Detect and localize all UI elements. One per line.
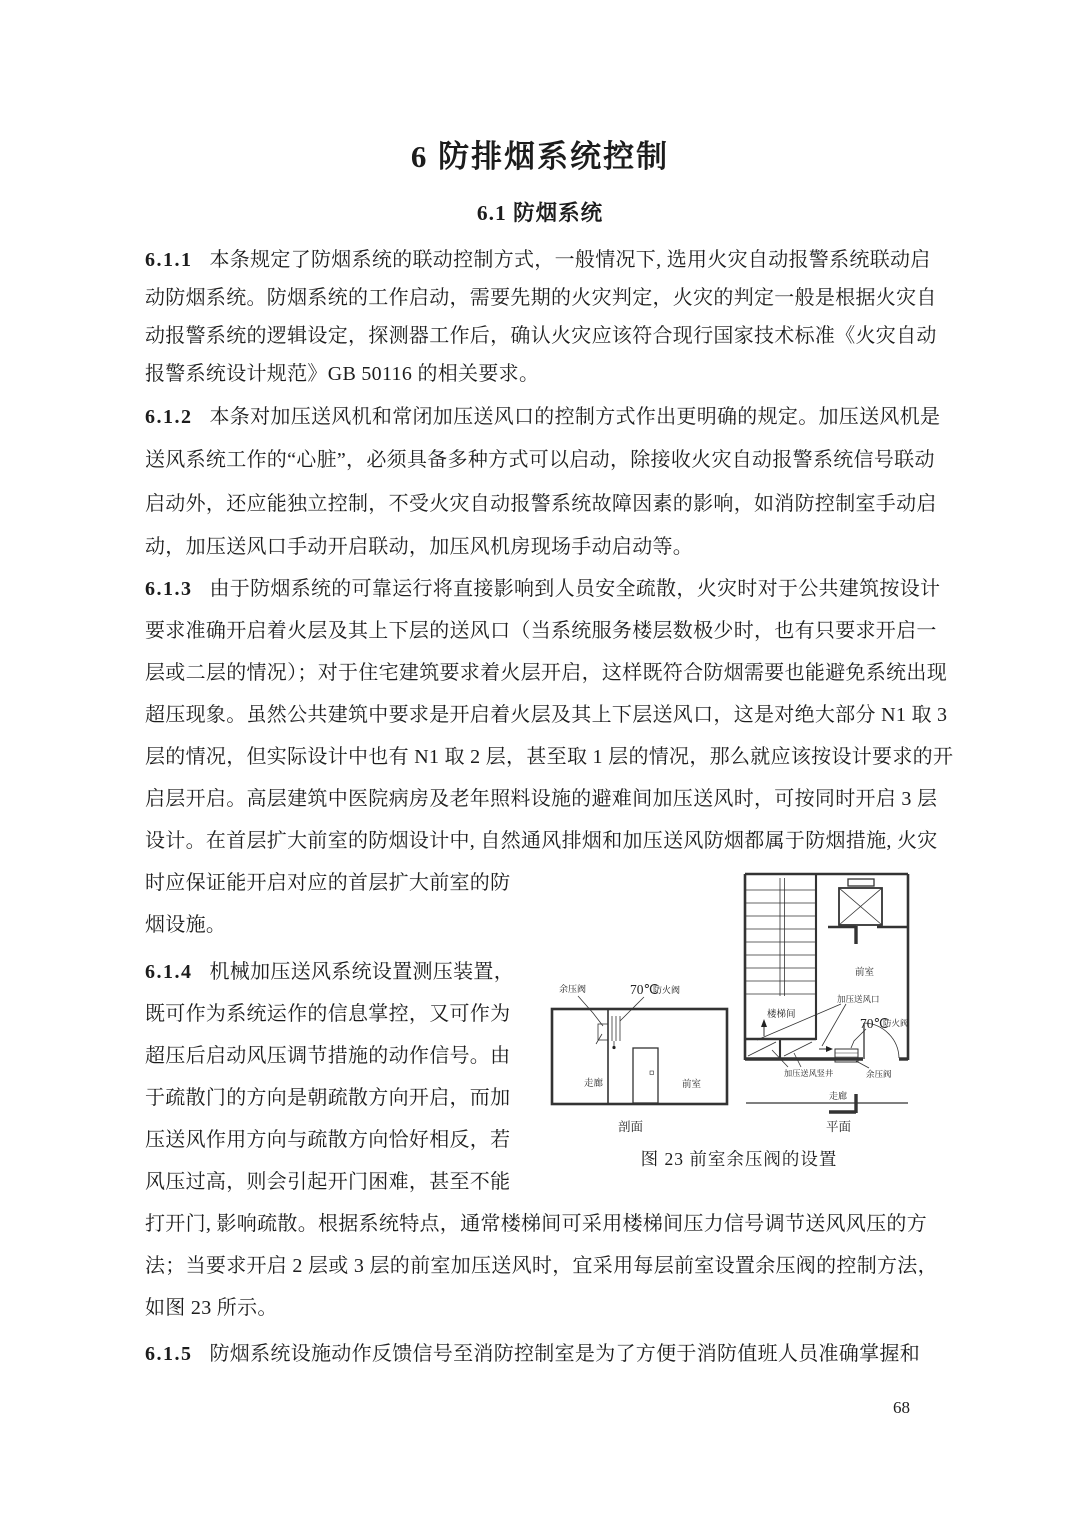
para-number: 6.1.5 [145,1343,193,1365]
section-view-label: 剖面 [618,1120,644,1134]
corridor-label: 走廊 [829,1091,848,1101]
body-line [145,400,940,429]
stairwell-label: 楼梯间 [767,1010,796,1020]
body-line: 层的情况，但实际设计中也有 N1 取 2 层，甚至取 1 层的情况，那么就应该按设计要求的开 [145,746,954,768]
body-text: 由于防烟系统的可靠运行将直接影响到人员安全疏散，火灾时对于公共建筑按设计 [209,578,941,600]
body-line: 启动外，还应能独立控制，不受火灾自动报警系统故障因素的影响，如消防控制室手动启 [145,493,937,515]
right-arrow-icon [826,1046,833,1052]
body-line: 设计。在首层扩大前室的防烟设计中, 自然通风排烟和加压送风防烟都属于防烟措施, 火灾 [145,830,938,852]
residual-valve-label: 余压阀 [559,984,587,994]
elevator-cap [848,879,874,886]
body-line: 超压现象。虽然公共建筑中要求是开启着火层及其上下层送风口，这是对绝大部分 N1 取 3 [145,704,948,726]
body-text: 本条对加压送风机和常闭加压送风口的控制方式作出更明确的规定。加压送风机是 [209,406,941,428]
body-line: 时应保证能开启对应的首层扩大前室的防 [145,872,511,894]
body-line: 压送风作用方向与疏散方向恰好相反，若 [145,1129,511,1151]
body-line: 打开门, 影响疏散。根据系统特点，通常楼梯间可采用楼梯间压力信号调节送风风压的方 [145,1213,927,1235]
temp-label: 70℃ [630,982,659,997]
body-line: 动报警系统的逻辑设定，探测器工作后，确认火灾应该符合现行国家技术标准《火灾自动 [145,325,937,347]
temp-label: 70℃ [860,1016,889,1031]
fire-damper-label: 防火阀 [653,985,681,995]
door-symbol [633,1048,658,1103]
body-line: 动防烟系统。防烟系统的工作启动，需要先期的火灾判定，火灾的判定一般是根据火灾自 [145,287,937,309]
body-line [145,1337,920,1366]
figure-caption: 图 23 前室余压阀的设置 [640,1149,838,1169]
residual-valve-label: 余压阀 [866,1069,892,1079]
para-number: 6.1.4 [145,961,193,983]
para-number: 6.1.2 [145,406,193,428]
body-line: 启层开启。高层建筑中医院病房及老年照料设施的避难间加压送风时，可按同时开启 3 层 [145,788,938,810]
body-line: 报警系统设计规范》GB 50116 的相关要求。 [145,363,540,385]
front-room-label: 前室 [682,1080,702,1090]
body-line: 动，加压送风口手动开启联动，加压风机房现场手动启动等。 [145,536,694,558]
body-line: 层或二层的情况）；对于住宅建筑要求着火层开启，这样既符合防烟需要也能避免系统出现 [145,662,947,684]
body-text: 机械加压送风系统设置测压装置， [209,961,514,983]
body-line: 于疏散门的方向是朝疏散方向开启，而加 [145,1087,511,1109]
figure-23-diagram [540,860,938,1160]
page-number: 68 [893,1398,910,1417]
body-text: 本条规定了防烟系统的联动控制方式，一般情况下, 选用火灾自动报警系统联动启 [209,249,931,271]
body-line: 既可作为系统运作的信息掌控，又可作为 [145,1003,511,1025]
door-handle [650,1071,654,1075]
fire-damper-label: 防火阀 [883,1018,909,1028]
damper-drop-dot [612,1046,615,1049]
front-room-label: 前室 [855,968,875,978]
section-heading: 6.1 防烟系统 [476,201,604,225]
body-line: 风压过高，则会引起开门困难，甚至不能 [145,1171,511,1193]
body-line: 如图 23 所示。 [145,1297,278,1319]
para-number: 6.1.1 [145,249,193,271]
supply-shaft-label: 加压送风竖井 [784,1069,834,1078]
page-title: 6 防排烟系统控制 [410,139,670,174]
body-line: 烟设施。 [145,914,227,936]
body-line: 法；当要求开启 2 层或 3 层的前室加压送风时，宜采用每层前室设置余压阀的控制方法， [145,1255,938,1277]
plan-view [745,874,909,1134]
body-line: 要求准确开启着火层及其上下层的送风口（当系统服务楼层数极少时，也有只要求开启一 [145,620,937,642]
body-line: 送风系统工作的“心脏”，必须具备多种方式可以启动，除接收火灾自动报警系统信号联动 [145,449,935,471]
plan-view-label: 平面 [826,1120,852,1134]
body-line [145,243,931,272]
body-line [145,955,514,984]
up-arrow-icon [761,1019,767,1027]
corridor-label: 走廊 [584,1079,604,1089]
supply-outlet-label: 加压送风口 [837,994,880,1004]
body-line [145,572,940,601]
para-number: 6.1.3 [145,578,193,600]
body-text: 防烟系统设施动作反馈信号至消防控制室是为了方便于消防值班人员准确掌握和 [209,1343,920,1365]
section-view [552,982,727,1134]
body-line: 超压后启动风压调节措施的动作信号。由 [145,1045,511,1067]
